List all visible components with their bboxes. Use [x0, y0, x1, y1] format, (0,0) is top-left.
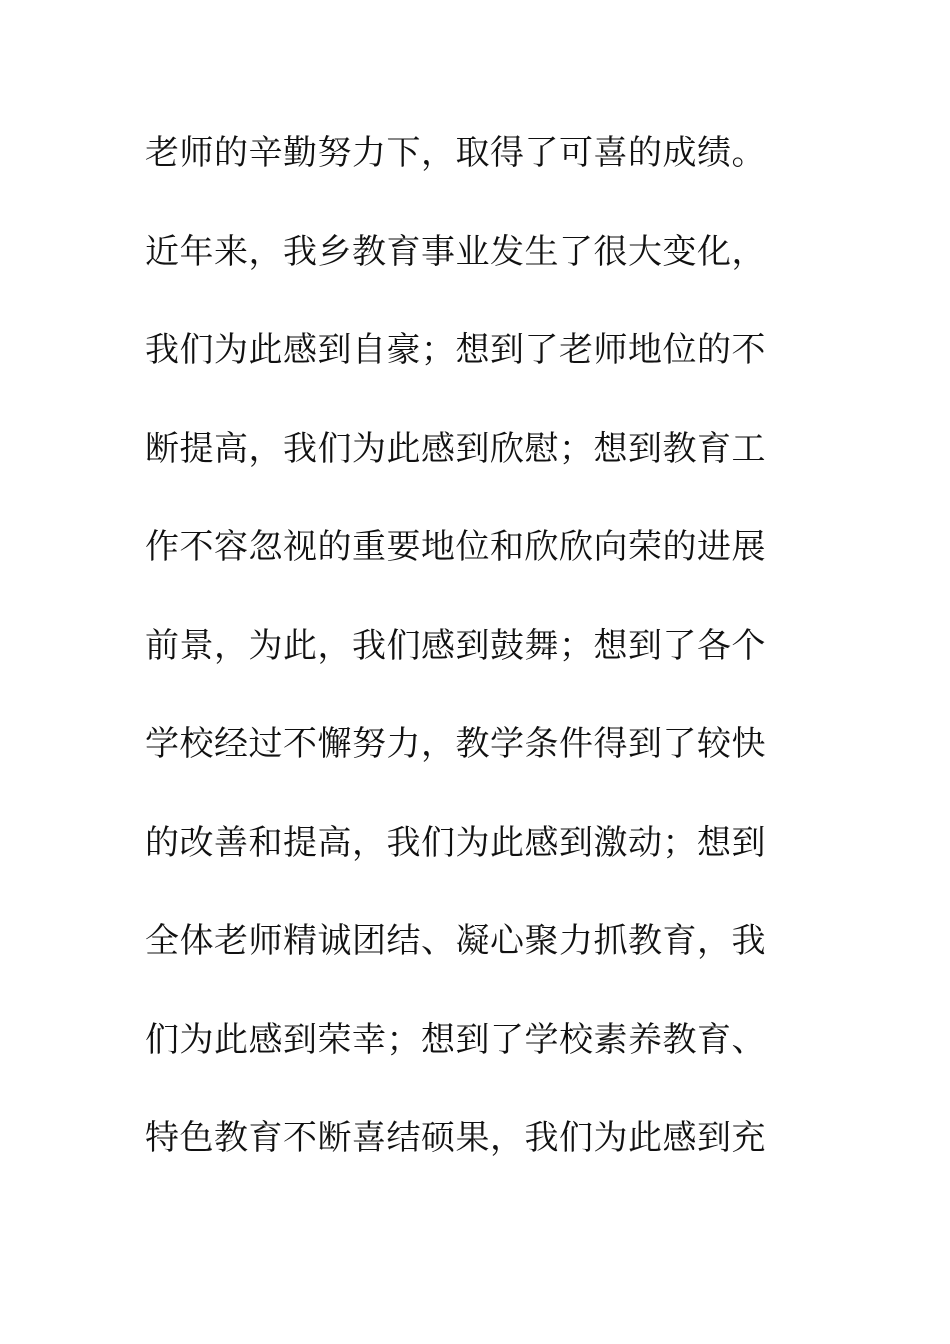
body-text	[145, 125, 805, 1209]
text-line: 特色教育不断喜结硕果，我们为此感到充	[145, 1118, 766, 1158]
text-line: 们为此感到荣幸；想到了学校素养教育、	[145, 1019, 766, 1060]
text-line: 老师的辛勤努力下，取得了可喜的成绩。	[145, 133, 766, 173]
text-line: 全体老师精诚团结、凝心聚力抓教育，我	[145, 921, 766, 961]
text-line: 作不容忽视的重要地位和欣欣向荣的进展	[145, 527, 766, 567]
text-line: 断提高，我们为此感到欣慰；想到教育工	[145, 428, 766, 469]
text-line: 我们为此感到自豪；想到了老师地位的不	[145, 330, 766, 370]
text-line: 学校经过不懈努力，教学条件得到了较快	[145, 724, 766, 764]
text-line: 的改善和提高，我们为此感到激动；想到	[145, 822, 766, 863]
text-line: 近年来，我乡教育事业发生了很大变化，	[145, 231, 766, 272]
text-line: 前景，为此，我们感到鼓舞；想到了各个	[145, 625, 766, 666]
